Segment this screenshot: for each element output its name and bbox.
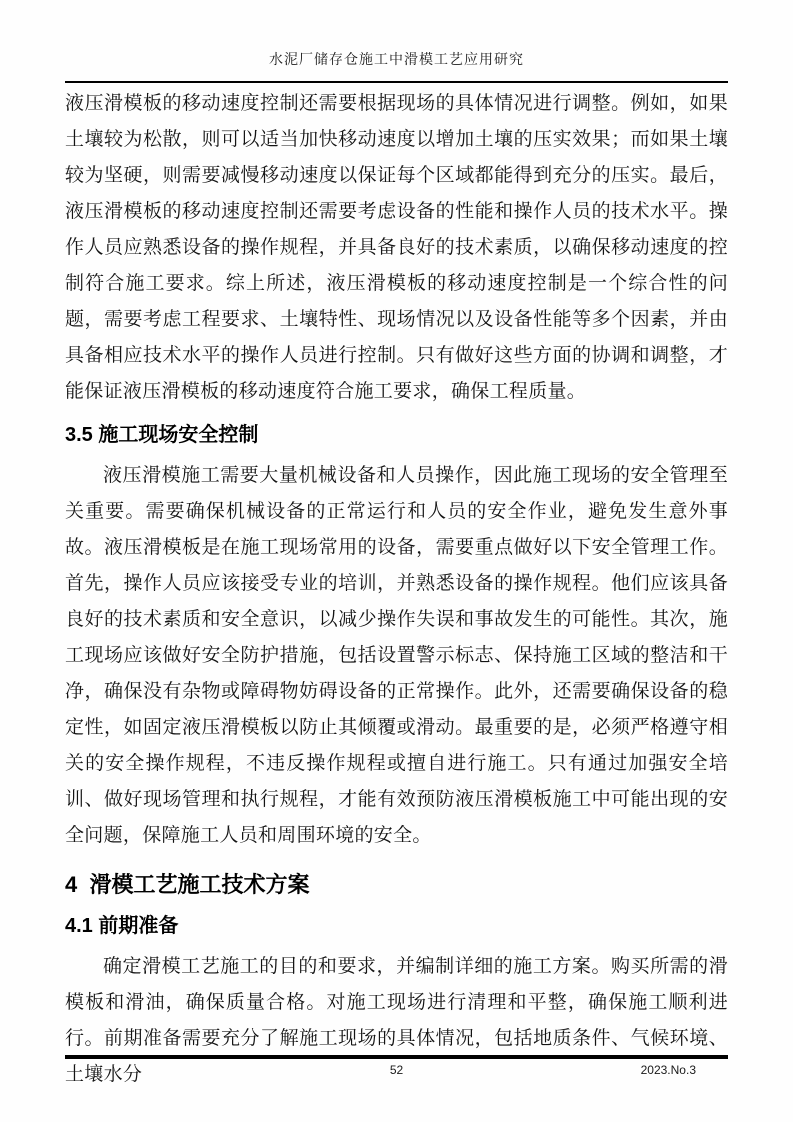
body-paragraph-safety-control: 液压滑模施工需要大量机械设备和人员操作，因此施工现场的安全管理至关重要。需要确保机械设备的正常运行和人员的安全作业，避免发生意外事故。液压滑模板是在施工现场常用的设备，需要重点做好以下安全管理工作。首先，操作人员应该接受专业的培训，并熟悉设备的操作规程。他们应该具备良好的技术素质和安全意识，以减少操作失误和事故发生的可能性。其次，施工现场应该做好安全防护措施，包括设置警示标志、保持施工区域的整洁和干净，确保没有杂物或障碍物妨碍设备的正常操作。此外，还需要确保设备的稳定性，如固定液压滑模板以防止其倾覆或滑动。最重要的是，必须严格遵守相关的安全操作规程，不违反操作规程或擅自进行施工。只有通过加强安全培训、做好现场管理和执行规程，才能有效预防液压滑模板施工中可能出现的安全问题，保障施工人员和周围环境的安全。: [65, 465, 728, 846]
journal-issue: 2023.No.3: [640, 1063, 696, 1077]
running-head-title: 水泥厂储存仓施工中滑模工艺应用研究: [269, 53, 524, 68]
footer-row: [65, 1063, 728, 1081]
page-footer: [65, 1055, 728, 1081]
page-body: [0, 83, 793, 1093]
footer-rule: [65, 1055, 728, 1059]
section-heading-4-1: 4.1 前期准备: [65, 915, 179, 937]
body-paragraph-preparation: 确定滑模工艺施工的目的和要求，并编制详细的施工方案。购买所需的滑模板和滑油，确保质量合格。对施工现场进行清理和平整，确保施工顺利进行。前期准备需要充分了解施工现场的具体情况，包括地质条件、气候环境、土壤水分: [65, 956, 728, 1085]
chapter-heading-4: 4 滑模工艺施工技术方案: [65, 872, 310, 897]
page-number: 52: [389, 1063, 404, 1077]
page-header: [0, 0, 793, 83]
body-paragraph-continuation: 液压滑模板的移动速度控制还需要根据现场的具体情况进行调整。例如，如果土壤较为松散，则可以适当加快移动速度以增加土壤的压实效果；而如果土壤较为坚硬，则需要减慢移动速度以保证每个区域都能得到充分的压实。最后，液压滑模板的移动速度控制还需要考虑设备的性能和操作人员的技术水平。操作人员应熟悉设备的操作规程，并具备良好的技术素质，以确保移动速度的控制符合施工要求。综上所述，液压滑模板的移动速度控制是一个综合性的问题，需要考虑工程要求、土壤特性、现场情况以及设备性能等多个因素，并由具备相应技术水平的操作人员进行控制。只有做好这些方面的协调和调整，才能保证液压滑模板的移动速度符合施工要求，确保工程质量。: [65, 93, 728, 402]
section-heading-3-5: 3.5 施工现场安全控制: [65, 424, 259, 446]
